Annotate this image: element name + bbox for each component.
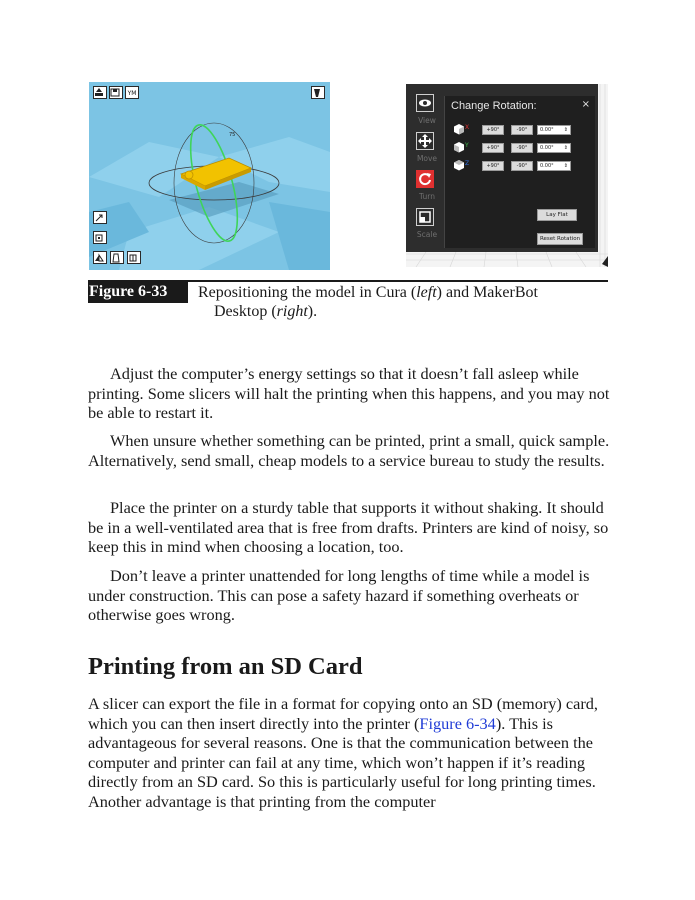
paragraph-energy-settings: Adjust the computer’s energy settings so that it doesn’t fall asleep while printing. Some slicers will halt the printing when this happens, and you may not be able to restart it. — [88, 364, 610, 422]
spinner-icon[interactable]: ⇕ — [563, 127, 568, 133]
figure-6-34-link[interactable]: Figure 6-34 — [419, 713, 496, 733]
y-rotation-input[interactable] — [537, 143, 571, 153]
y-axis-cube-icon — [453, 141, 465, 153]
mirror-x-icon — [111, 253, 121, 263]
youmagine-button[interactable] — [125, 86, 139, 99]
caption-rule — [188, 280, 608, 282]
caption-line-2 — [198, 302, 598, 321]
y-axis-label: Y — [465, 142, 469, 149]
mirror-tool-button[interactable] — [93, 251, 107, 264]
view-tool-label: View — [418, 116, 436, 125]
scale-icon — [417, 209, 433, 225]
z-axis-cube-icon — [453, 159, 465, 171]
caption-text: ) and MakerBot — [436, 284, 538, 301]
y-minus-90-button[interactable]: -90° — [511, 143, 533, 153]
x-minus-90-button[interactable]: -90° — [511, 125, 533, 135]
z-rotation-value: 0.00° — [540, 163, 554, 169]
view-mode-icon — [312, 88, 322, 98]
mirror-y-icon — [128, 253, 138, 263]
spinner-icon[interactable]: ⇕ — [563, 145, 568, 151]
move-tool-label: Move — [416, 154, 438, 163]
mirror-y-button[interactable] — [127, 251, 141, 264]
makerbot-tool-panel — [406, 84, 598, 252]
paragraph-text: ). This is advantageous for several reasons. One is that the communication between the computer and printer can fail at any time, which won’t happen if it’s reading directly from an SD card. So this is particularly useful for long printing times. Another advantage is that printing from the computer — [88, 713, 596, 811]
change-rotation-dialog — [444, 96, 595, 248]
mirror-tool-icon — [94, 253, 104, 263]
spinner-icon[interactable]: ⇕ — [563, 163, 568, 169]
save-button[interactable] — [109, 86, 123, 99]
save-icon — [110, 88, 120, 97]
x-rotation-input[interactable] — [537, 125, 571, 135]
paragraph-sd-card — [88, 694, 612, 811]
scale-tool-label: Scale — [416, 230, 438, 239]
view-mode-button[interactable] — [311, 86, 325, 99]
scale-tool-button[interactable] — [416, 208, 434, 226]
y-rotation-value: 0.00° — [540, 145, 554, 151]
turn-tool-button[interactable] — [416, 170, 434, 188]
caption-text: ). — [307, 303, 318, 320]
cura-viewport — [89, 82, 330, 270]
youmagine-label: YM — [127, 90, 137, 97]
caption-text: Desktop ( — [214, 303, 277, 320]
floor-tile — [269, 202, 330, 270]
paragraph-unattended: Don’t leave a printer unattended for long lengths of time while a model is under construction. This can pose a safety hazard if something overheats or otherwise goes wrong. — [88, 566, 590, 624]
model-hole — [185, 171, 193, 179]
paragraph-print-sample: When unsure whether something can be printed, print a small, quick sample. Alternatively, send small, cheap models to a service bureau to study the results. — [88, 431, 610, 470]
figure-label: Figure 6-33 — [88, 280, 188, 303]
eye-icon — [417, 95, 433, 111]
turn-tool-label: Turn — [419, 192, 435, 201]
rotation-angle-label: 75 — [229, 132, 236, 138]
z-minus-90-button[interactable]: -90° — [511, 161, 533, 171]
z-axis-label: Z — [465, 160, 470, 167]
rotate-icon — [417, 171, 433, 187]
lay-flat-button[interactable]: Lay Flat — [537, 209, 577, 221]
x-plus-90-button[interactable]: +90° — [482, 125, 504, 135]
load-button[interactable] — [93, 86, 107, 99]
caption-text: Repositioning the model in Cura ( — [198, 284, 417, 301]
scale-tool-icon — [94, 233, 104, 243]
y-plus-90-button[interactable]: +90° — [482, 143, 504, 153]
makerbot-screenshot — [406, 84, 608, 267]
dialog-title: Change Rotation: — [451, 100, 537, 112]
z-plus-90-button[interactable]: +90° — [482, 161, 504, 171]
paragraph-text: A slicer can export the file in a format for copying onto an SD (memory) card, which you can then insert directly into the printer ( — [88, 694, 598, 733]
move-tool-button[interactable] — [416, 132, 434, 150]
reset-rotation-button[interactable]: Reset Rotation — [537, 233, 583, 245]
caption-left-word: left — [416, 284, 437, 301]
rotate-tool-button[interactable] — [93, 211, 107, 224]
x-axis-cube-icon — [453, 123, 465, 135]
z-rotation-input[interactable] — [537, 161, 571, 171]
x-axis-label: X — [465, 124, 470, 131]
figure-caption — [198, 283, 598, 321]
rotate-tool-icon — [94, 213, 104, 223]
section-heading: Printing from an SD Card — [88, 653, 363, 680]
close-icon[interactable]: × — [581, 99, 590, 110]
cura-screenshot — [89, 82, 330, 270]
paragraph-sturdy-table: Place the printer on a sturdy table that supports it without shaking. It should be in a well-ventilated area that is free from drafts. Printers are kind of noisy, so keep this in mind when choosing a location, too. — [88, 498, 609, 556]
mirror-x-button[interactable] — [110, 251, 124, 264]
scale-tool-button[interactable] — [93, 231, 107, 244]
load-icon — [94, 88, 104, 97]
move-arrows-icon — [417, 133, 433, 149]
caption-right-word: right — [276, 303, 308, 320]
view-tool-button[interactable] — [416, 94, 434, 112]
x-rotation-value: 0.00° — [540, 127, 554, 133]
